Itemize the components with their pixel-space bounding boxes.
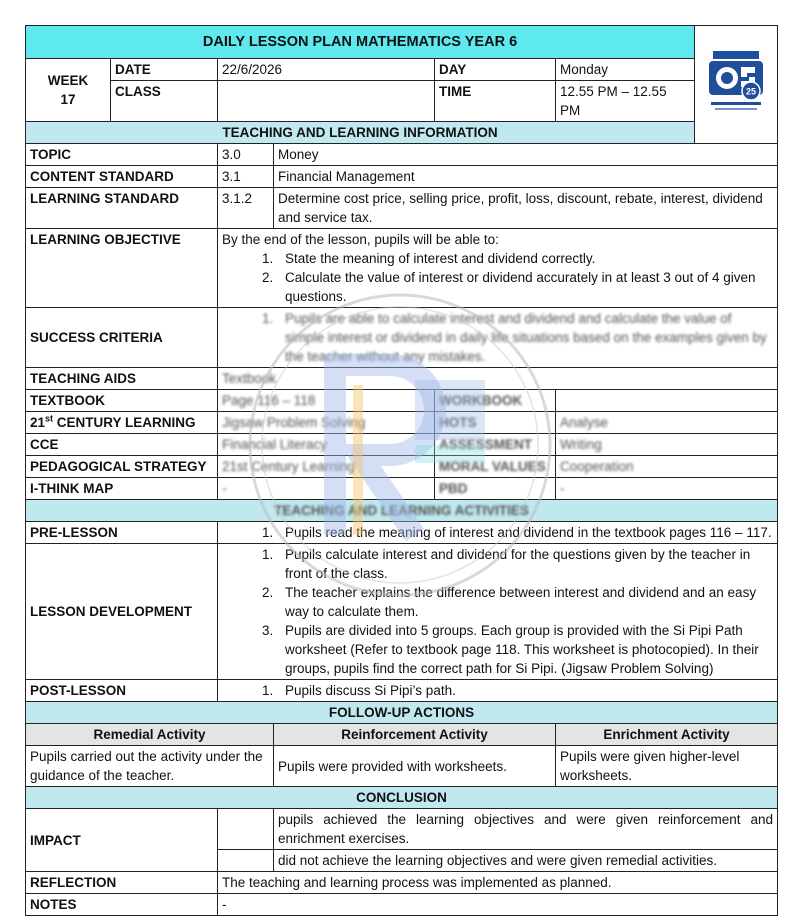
time-value: 12.55 PM – 12.55 PM	[556, 81, 695, 122]
impact-achieved-text: pupils achieved the learning objectives and were given reinforcement and enrichment exercises.	[274, 809, 778, 850]
notes-value: -	[218, 894, 778, 916]
list-item: 2. The teacher explains the difference between interest and dividend and an easy way to calculate them.	[277, 583, 773, 621]
workbook-label: WORKBOOK	[435, 390, 556, 412]
lesson-development-label: LESSON DEVELOPMENT	[26, 544, 218, 680]
topic-value: Money	[274, 144, 778, 166]
century-label-main: 21	[30, 415, 46, 430]
list-item: 3. Pupils are divided into 5 groups. Each group is provided with the Si Pipi Path worksheet (Refer to textbook page 118. This worksheet is photocopied). In their groups, pupils find the correct path for Si Pipi. (Jigsaw Problem Solving)	[277, 621, 773, 678]
pbd-value: -	[556, 478, 778, 500]
page-title: DAILY LESSON PLAN MATHEMATICS YEAR 6	[26, 26, 695, 59]
century-learning-value: Jigsaw Problem Solving	[218, 412, 435, 434]
list-item: 1. State the meaning of interest and dividend correctly.	[277, 249, 773, 268]
section-activities-label: TEACHING AND LEARNING ACTIVITIES	[274, 503, 529, 518]
day-label: DAY	[435, 59, 556, 81]
pedagogical-strategy-value: 21st Century Learning	[218, 456, 435, 478]
lesson-development-list	[222, 545, 773, 678]
list-item: 2. Calculate the value of interest or dividend accurately in at least 3 out of 4 given questions.	[277, 268, 773, 306]
list-item: 1. Pupils calculate interest and dividend for the questions given by the teacher in front of the class.	[277, 545, 773, 583]
section-conclusion: CONCLUSION	[26, 787, 778, 809]
textbook-value: Page 116 – 118	[218, 390, 435, 412]
ithink-map-label: I-THINK MAP	[26, 478, 218, 500]
learning-standard-value: Determine cost price, selling price, profit, loss, discount, rebate, interest, dividend and service tax.	[274, 188, 778, 229]
assessment-label: ASSESSMENT	[435, 434, 556, 456]
topic-label: TOPIC	[26, 144, 218, 166]
date-value: 22/6/2026	[218, 59, 435, 81]
logo-emblem-icon	[701, 47, 771, 117]
success-criteria-cell	[218, 308, 778, 368]
lesson-plan-table	[25, 25, 778, 916]
date-label: DATE	[111, 59, 218, 81]
enrichment-activity-heading: Enrichment Activity	[556, 724, 778, 746]
list-item: 1. Pupils are able to calculate interest and dividend and calculate the value of simple interest or dividend in daily life situations based on the examples given by the teacher without any mistakes.	[277, 309, 773, 366]
assessment-value: Writing	[556, 434, 778, 456]
ithink-map-value: -	[218, 478, 435, 500]
post-lesson-list	[222, 681, 773, 700]
teaching-aids-value: Textbook	[218, 368, 778, 390]
list-item: 1. Pupils read the meaning of interest and dividend in the textbook pages 116 – 117.	[277, 523, 773, 542]
hots-value: Analyse	[556, 412, 778, 434]
teaching-aids-label: TEACHING AIDS	[26, 368, 218, 390]
post-lesson-cell	[218, 680, 778, 702]
pre-lesson-label: PRE-LESSON	[26, 522, 218, 544]
post-lesson-label: POST-LESSON	[26, 680, 218, 702]
learning-objective-label: LEARNING OBJECTIVE	[26, 229, 218, 308]
week-label: WEEK	[47, 73, 89, 88]
century-learning-label	[26, 412, 218, 434]
cce-label: CCE	[26, 434, 218, 456]
content-standard-value: Financial Management	[274, 166, 778, 188]
learning-objective-intro: By the end of the lesson, pupils will be able to:	[222, 232, 499, 247]
reflection-value: The teaching and learning process was implemented as planned.	[218, 872, 778, 894]
hots-label: HOTS	[435, 412, 556, 434]
section-teaching-info: TEACHING AND LEARNING INFORMATION	[26, 122, 695, 144]
topic-code: 3.0	[218, 144, 274, 166]
workbook-value	[556, 390, 778, 412]
moral-values-value: Cooperation	[556, 456, 778, 478]
lesson-development-cell	[218, 544, 778, 680]
notes-label: NOTES	[26, 894, 218, 916]
day-value: Monday	[556, 59, 695, 81]
logo-number: 25	[746, 86, 757, 97]
impact-not-achieved-count	[218, 850, 274, 872]
remedial-activity-text: Pupils carried out the activity under the guidance of the teacher.	[26, 746, 274, 787]
school-logo	[695, 26, 778, 144]
content-standard-code: 3.1	[218, 166, 274, 188]
pre-lesson-list	[222, 523, 773, 542]
century-label-rest: CENTURY LEARNING	[53, 415, 196, 430]
class-label: CLASS	[111, 81, 218, 122]
impact-not-achieved-text: did not achieve the learning objectives and were given remedial activities.	[274, 850, 778, 872]
enrichment-activity-text: Pupils were given higher-level worksheets.	[556, 746, 778, 787]
content-standard-label: CONTENT STANDARD	[26, 166, 218, 188]
week-cell	[26, 59, 111, 122]
section-follow-up: FOLLOW-UP ACTIONS	[26, 702, 778, 724]
reinforcement-activity-heading: Reinforcement Activity	[274, 724, 556, 746]
pbd-label: PBD	[435, 478, 556, 500]
week-value: 17	[60, 92, 76, 107]
time-label: TIME	[435, 81, 556, 122]
objective-list	[222, 249, 773, 306]
textbook-label: TEXTBOOK	[26, 390, 218, 412]
century-label-sup: st	[45, 413, 54, 424]
reflection-label: REFLECTION	[26, 872, 218, 894]
success-criteria-label: SUCCESS CRITERIA	[26, 308, 218, 368]
remedial-activity-heading: Remedial Activity	[26, 724, 274, 746]
impact-achieved-count	[218, 809, 274, 850]
moral-values-label: MORAL VALUES	[435, 456, 556, 478]
learning-standard-code: 3.1.2	[218, 188, 274, 229]
impact-label: IMPACT	[26, 809, 218, 872]
cce-value: Financial Literacy	[218, 434, 435, 456]
pre-lesson-cell	[218, 522, 778, 544]
learning-objective-cell	[218, 229, 778, 308]
reinforcement-activity-text: Pupils were provided with worksheets.	[274, 746, 556, 787]
pedagogical-strategy-label: PEDAGOGICAL STRATEGY	[26, 456, 218, 478]
class-value	[218, 81, 435, 122]
learning-standard-label: LEARNING STANDARD	[26, 188, 218, 229]
section-activities	[26, 500, 778, 522]
list-item: 1. Pupils discuss Si Pipi’s path.	[277, 681, 773, 700]
success-criteria-list	[222, 309, 773, 366]
lesson-plan-sheet	[25, 25, 777, 916]
